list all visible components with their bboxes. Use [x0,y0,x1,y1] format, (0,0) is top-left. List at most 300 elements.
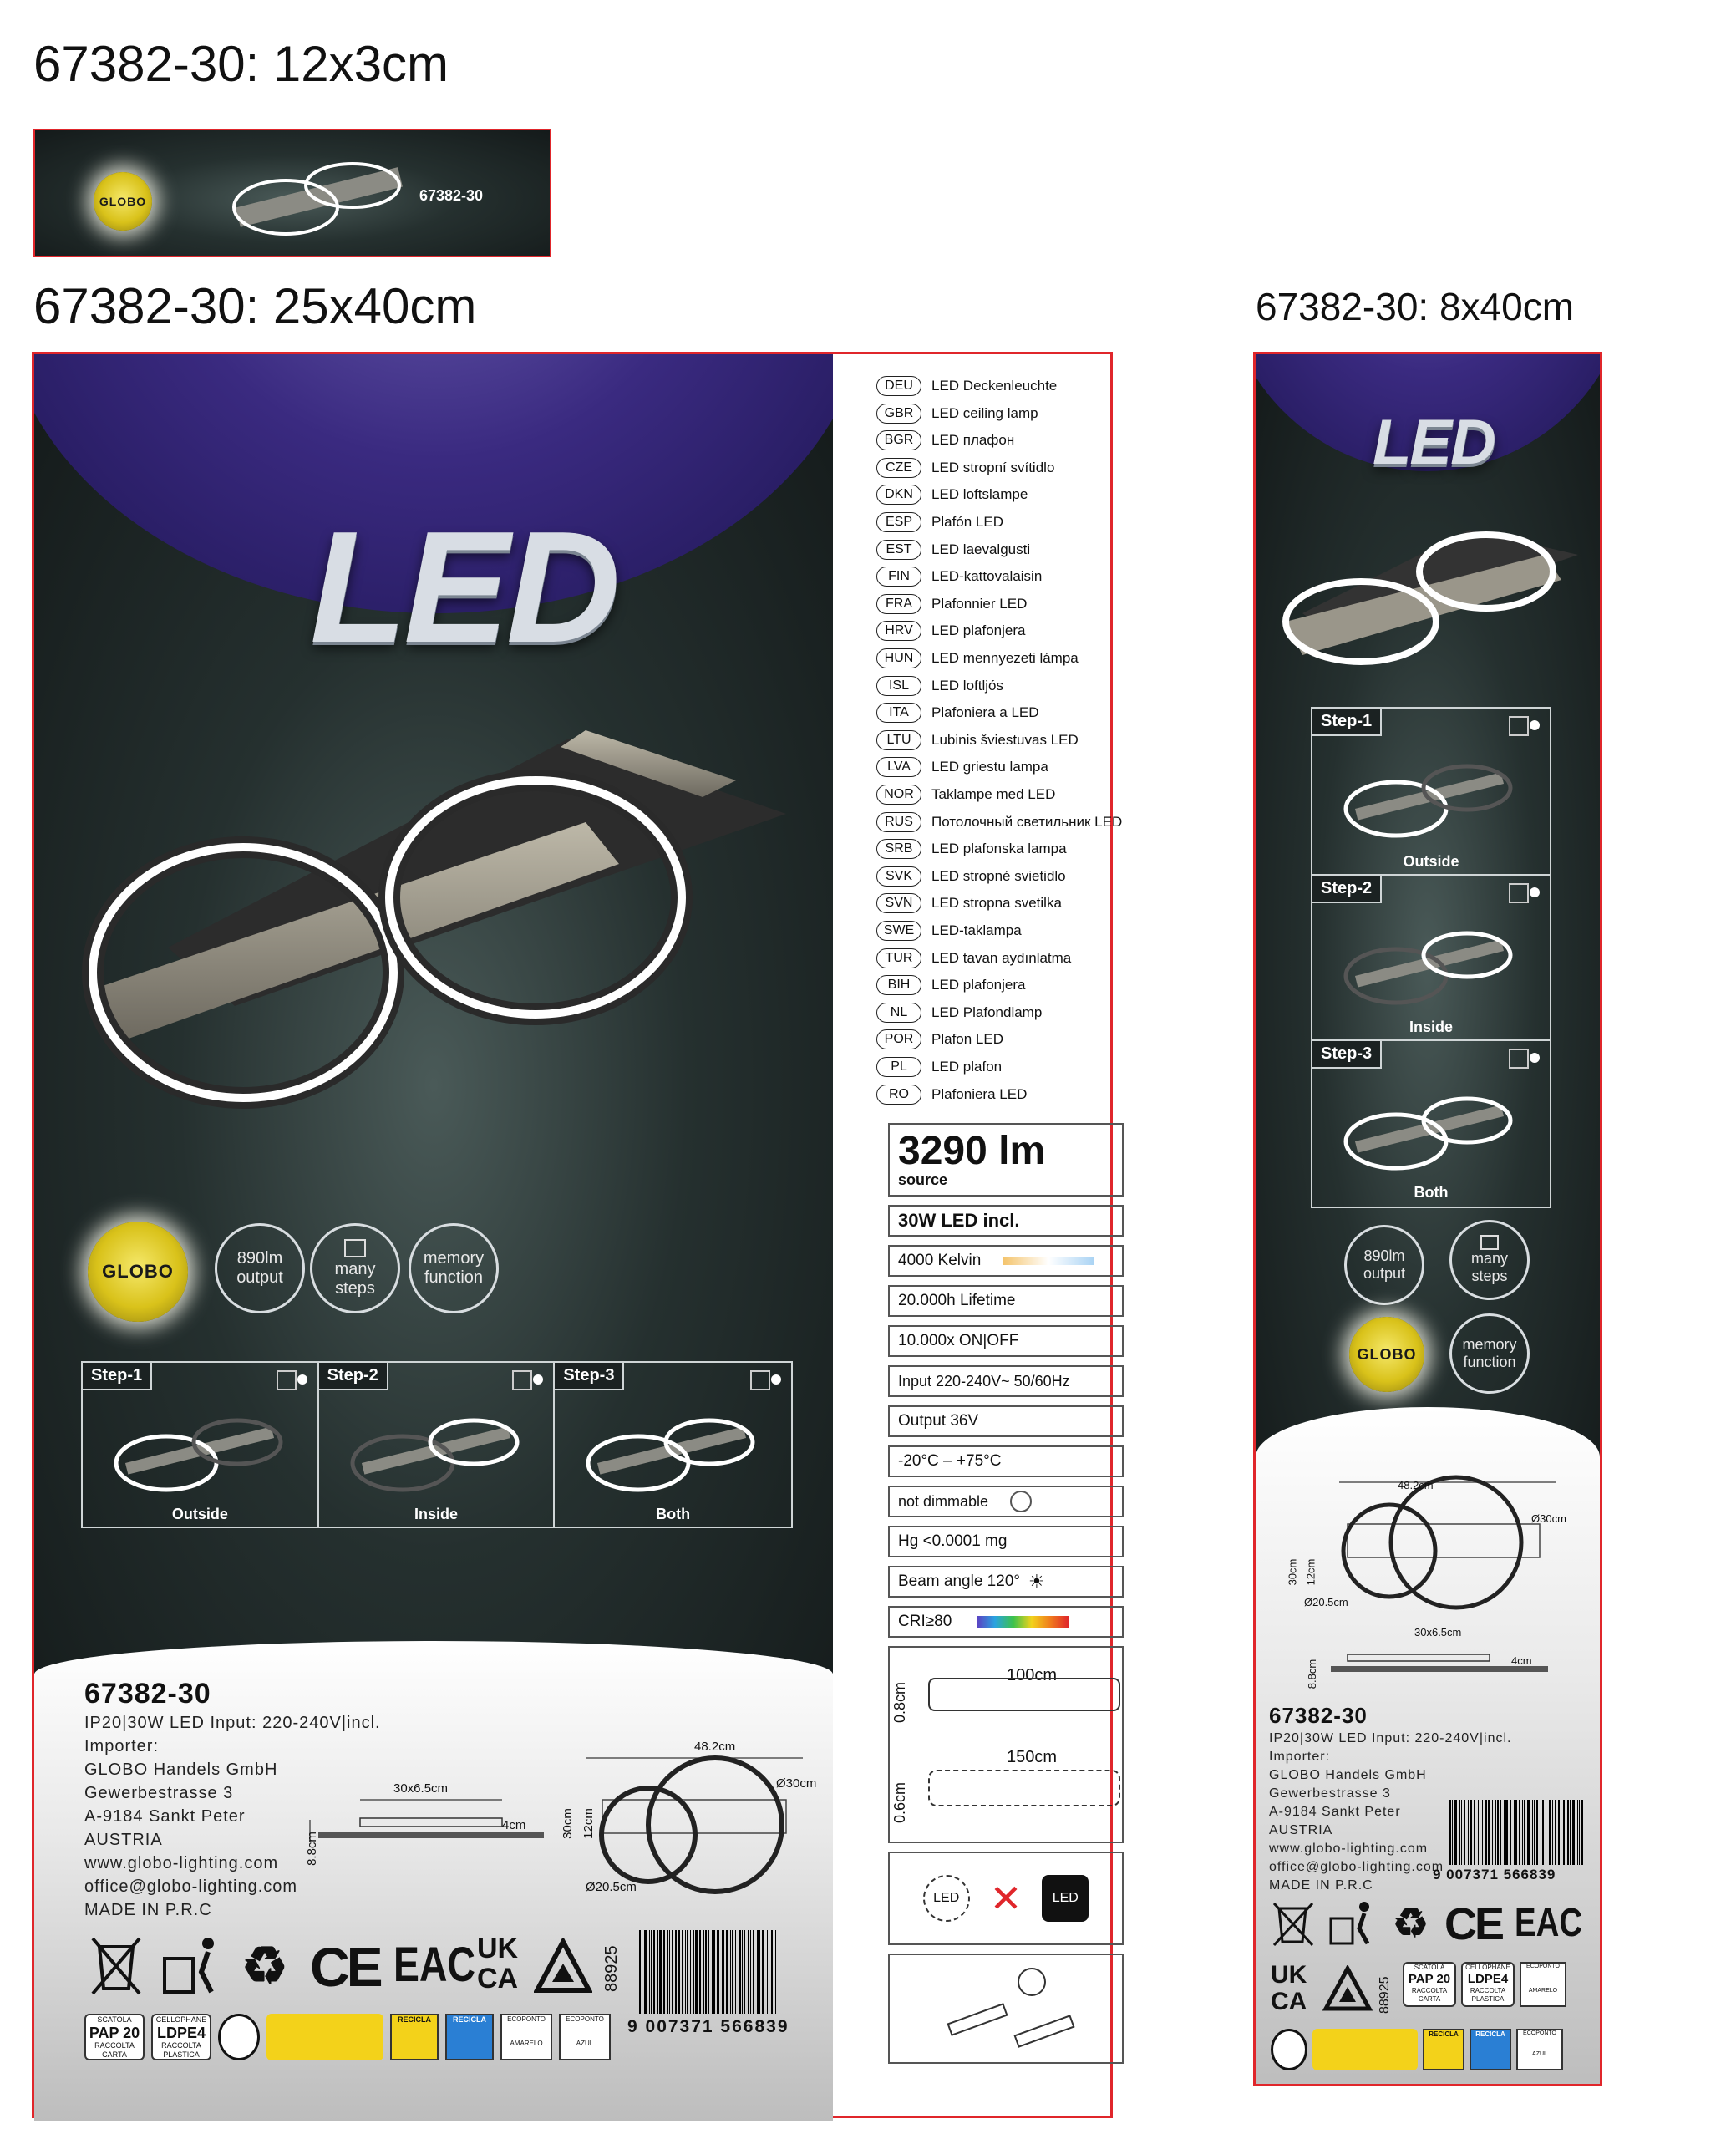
barcode-bar [757,1930,759,2014]
cert-number: 88925 [602,1945,621,1992]
barcode-bar [1572,1800,1575,1865]
barcode-bar [699,1930,701,2014]
front-dark-panel [34,354,833,1683]
barcode-bar [695,1930,698,2014]
ce-mark: CE [310,1936,380,1998]
step-1 [83,1363,319,1527]
dim-small-diameter: Ø20.5cm [1304,1596,1348,1608]
language-text: LED loftslampe [931,486,1028,503]
dim-diameter: Ø30cm [1531,1512,1566,1525]
language-text: Taklampe med LED [931,786,1056,802]
barcode-bar [767,1930,768,2014]
eac-mark: EAC [1515,1901,1583,1945]
language-text: LED плафон [931,432,1015,449]
spec-output: Output 36V [888,1405,1124,1437]
ldpe4-badge: CELLOPHANE LDPE4 RACCOLTA PLASTICA [151,2014,211,2060]
barcode-bar [651,1930,652,2014]
spec-mercury: Hg <0.0001 mg [888,1526,1124,1557]
install-box [888,1954,1124,2064]
language-row [876,730,1079,750]
language-code: POR [876,1029,921,1049]
recycle-row [84,2014,611,2060]
top-dimension-drawing [1272,1474,1573,1616]
barcode-bar [742,1930,743,2014]
barcode-bar [1542,1800,1544,1865]
barcode-bar [762,1930,764,2014]
ukca-mark: UK CA [477,1933,519,1994]
barcode-bar [1478,1800,1479,1865]
language-text: LED plafon [931,1059,1003,1075]
barcode-bar [1558,1800,1560,1865]
language-code: GBR [876,404,921,424]
strip-box [888,1646,1124,1843]
barcode-bar [732,1930,733,2014]
language-code: SRB [876,839,921,859]
language-row [876,621,1025,641]
language-code: SVN [876,893,921,913]
language-row [876,1057,1002,1077]
barcode-bar [1581,1800,1583,1865]
dim-base: 30x6.5cm [393,1781,449,1796]
barcode-bar [1527,1800,1530,1865]
sort-instruction-icon [266,2014,383,2060]
ecoponto-azul: ECOPONTO AZUL [559,2014,611,2060]
lamp-image [68,722,820,1123]
barcode-bar [1461,1800,1462,1865]
language-text: LED-taklampa [931,922,1022,938]
not-dimmable-icon [1010,1491,1032,1512]
barcode-bar [657,1930,658,2014]
barcode-bar [744,1930,745,2014]
language-text: LED Plafondlamp [931,1003,1043,1020]
language-code: SVK [876,866,921,887]
dim-diameter: Ø30cm [776,1776,817,1791]
barcode-bar [759,1930,760,2014]
recycle-row-1: SCATOLA PAP 20 RACCOLTA CARTA CELLOPHANE LDPE4 RACCOLTA PLASTICA ECOPONTO AMARELO [1403,1962,1566,2007]
recycle-row-2: RECICLA RECICLA ECOPONTO AZUL [1271,2029,1563,2070]
dim-depth: 4cm [502,1818,526,1832]
lamp-image [1269,513,1586,680]
strip1-length: 100cm [1007,1666,1058,1684]
barcode-bar [1485,1800,1487,1865]
barcode-number: 9 007371 566839 [1433,1867,1556,1882]
spec-beam: Beam angle 120° ☀ [888,1566,1124,1598]
barcode [1449,1800,1591,1865]
language-row [876,839,1067,859]
barcode-bar [653,1930,655,2014]
switch-icon [276,1369,309,1391]
barcode-bar [1534,1800,1535,1865]
model-number: 67382-30 [84,1678,211,1710]
language-text: LED plafonska lampa [931,841,1067,857]
barcode-bar [1482,1800,1483,1865]
language-row [876,812,1122,832]
language-row [876,376,1057,396]
led-logo: LED [310,499,617,676]
side-info-section [1256,1407,1600,2086]
language-row [876,866,1066,887]
lumen-box: 3290 lm source [888,1123,1124,1197]
language-code: LTU [876,730,921,750]
barcode-bar [1454,1800,1457,1865]
barcode-bar [703,1930,704,2014]
model-number: 67382-30 [1269,1703,1368,1728]
triman-icon [1271,2029,1307,2070]
language-text: LED plafonjera [931,622,1026,639]
globo-logo: GLOBO [1349,1317,1424,1392]
dim-width: 48.2cm [1398,1479,1434,1491]
label-strip [33,129,551,257]
badge-output: 890lm output [215,1223,305,1313]
barcode-bar [682,1930,683,2014]
install-icon [940,1964,1082,2055]
language-code: RUS [876,812,921,832]
language-code: FRA [876,594,921,614]
barcode-number: 9 007371 566839 [627,2017,789,2036]
heading-front-size: 67382-30: 25x40cm [33,278,477,334]
language-row [876,785,1055,805]
tidyman-icon [160,1935,226,1997]
strip-code: 67382-30 [419,187,484,204]
spec-lifetime: 20.000h Lifetime [888,1285,1124,1317]
spec-temperature: -20°C – +75°C [888,1445,1124,1477]
badge-memory: memory function [1449,1313,1530,1394]
front-label [32,352,1123,2118]
language-row [876,1085,1027,1105]
triangle-mark-icon [1322,1965,1373,2012]
no-replace-icon: ✕ [989,1877,1023,1920]
beam-icon: ☀ [1028,1571,1045,1592]
dim-h1: 30cm [1286,1558,1299,1586]
spec-power: 30W LED incl. [888,1205,1124,1237]
language-code: EST [876,540,921,560]
barcode-bar [644,1930,647,2014]
barcode-bar [1474,1800,1475,1865]
triangle-mark-icon [534,1938,592,1994]
language-code: PL [876,1057,921,1077]
strip1-height: 0.8cm [891,1681,908,1723]
strip1-drawing [928,1678,1120,1711]
ukca-mark: UK CA [1271,1961,1307,2015]
language-text: LED stropní svítidlo [931,459,1055,475]
led-chip-icon: LED [1042,1875,1089,1922]
barcode-bar [1505,1800,1508,1865]
language-text: LED laevalgusti [931,541,1031,557]
spec-switching: 10.000x ON|OFF [888,1325,1124,1357]
step-tag: Step-3 [555,1363,624,1390]
language-text: Plafoniera a LED [931,704,1039,721]
side-label [1253,352,1602,2086]
step-2: Step-2 Inside [1312,876,1550,1041]
barcode-bar [730,1930,731,2014]
language-row [876,458,1054,478]
language-code: SWE [876,921,921,941]
language-code: DKN [876,485,921,505]
barcode-bar [771,1930,773,2014]
barcode-bar [1536,1800,1538,1865]
barcode-bar [1524,1800,1525,1865]
language-row [876,404,1038,424]
language-row [876,648,1079,668]
dim-width: 48.2cm [694,1740,736,1754]
language-code: BGR [876,430,921,450]
cert-number: 88925 [1378,1976,1392,2014]
switch-icon [511,1369,545,1391]
barcode-bar [753,1930,754,2014]
language-code: LVA [876,757,921,777]
led-logo: LED [1373,407,1495,478]
ce-mark: CE [1444,1899,1503,1949]
switch-icon [1508,882,1541,904]
spec-line: IP20|30W LED Input: 220-240V|incl. [84,1714,381,1732]
language-row [876,948,1071,968]
language-code: DEU [876,376,921,396]
heading-strip-size: 67382-30: 12x3cm [33,36,449,92]
language-text: Plafoniera LED [931,1085,1028,1102]
language-text: Потолочный светильник LED [931,813,1123,830]
language-code: HRV [876,621,921,641]
barcode-bar [678,1930,680,2014]
dim-depth: 4cm [1511,1654,1532,1667]
language-code: ESP [876,512,921,532]
barcode-bar [1515,1800,1517,1865]
address-block: Importer: GLOBO Handels GmbH Gewerbestrasse 3 A-9184 Sankt Peter AUSTRIA www.globo-lighting.com office@globo-lighting.com MADE IN P.R.C [84,1737,298,1919]
barcode-bar [723,1930,724,2014]
recycle-icon: ♻ [1393,1902,1429,1946]
barcode-bar [667,1930,668,2014]
language-row [876,540,1030,560]
steps-panel [81,1361,793,1528]
barcode-bar [669,1930,670,2014]
barcode-bar [1549,1800,1551,1865]
barcode-bar [722,1930,723,2014]
sort-instruction-icon [1312,2029,1418,2070]
barcode-bar [1449,1800,1451,1865]
spec-dimmable: not dimmable [888,1486,1124,1517]
barcode-bar [1459,1800,1460,1865]
barcode-bar [1452,1800,1453,1865]
barcode-bar [1504,1800,1505,1865]
dimmer-icon [344,1239,366,1257]
language-text: LED Deckenleuchte [931,378,1058,394]
language-text: Lubinis šviestuvas LED [931,731,1079,748]
barcode-bar [1555,1800,1556,1865]
language-row [876,921,1022,941]
barcode-bar [705,1930,707,2014]
kelvin-scale [1003,1257,1094,1265]
language-code: TUR [876,948,921,968]
barcode [639,1930,815,2014]
badge-steps: many steps [1449,1220,1530,1300]
language-text: Plafón LED [931,514,1003,530]
barcode-bar [735,1930,736,2014]
barcode-bar [708,1930,709,2014]
dim-height: 8.8cm [304,1832,319,1866]
language-row [876,703,1039,723]
globo-logo: GLOBO [94,172,152,231]
recycle-icon: ♻ [241,1938,288,1995]
barcode-bar [726,1930,728,2014]
language-list [876,376,1123,1102]
step-lamp [99,1405,300,1496]
cri-spectrum [977,1616,1069,1628]
language-row [876,567,1042,587]
dim-h2: 12cm [581,1808,596,1839]
language-text: LED tavan aydınlatma [931,949,1072,966]
globo-logo: GLOBO [88,1222,188,1322]
barcode-bar [739,1930,741,2014]
badge-memory: memory function [409,1223,499,1313]
barcode-bar [750,1930,751,2014]
barcode-bar [659,1930,662,2014]
language-code: NL [876,1003,921,1023]
strip2-length: 150cm [1007,1748,1058,1766]
language-row [876,1003,1042,1023]
language-code: NOR [876,785,921,805]
language-text: LED ceiling lamp [931,404,1038,421]
barcode-bar [1552,1800,1553,1865]
barcode-bar [1495,1800,1496,1865]
barcode-bar [1577,1800,1578,1865]
dim-small-diameter: Ø20.5cm [586,1880,637,1894]
barcode-bar [690,1930,691,2014]
language-text: LED loftljós [931,677,1003,694]
front-info-section [34,1641,833,2121]
tidyman-icon [1327,1900,1378,1947]
language-row [876,975,1025,995]
pap20-badge: SCATOLA PAP 20 RACCOLTA CARTA [84,2014,145,2060]
language-text: LED stropna svetilka [931,895,1062,912]
language-row [876,512,1003,532]
barcode-bar [1579,1800,1580,1865]
language-row [876,430,1014,450]
language-code: ISL [876,676,921,696]
barcode-bar [685,1930,686,2014]
switch-icon [1508,715,1541,737]
dim-h1: 30cm [560,1808,575,1839]
switch-icon [749,1369,783,1391]
switch-icon [1508,1048,1541,1070]
step-tag: Step-1 [83,1363,152,1390]
barcode-bar [1492,1800,1493,1865]
language-row [876,485,1028,505]
recicla-blue: RECICLA [445,2014,494,2060]
spec-input: Input 220-240V~ 50/60Hz [888,1365,1124,1397]
eac-mark: EAC [393,1938,475,1992]
barcode-bar [1567,1800,1569,1865]
language-text: Plafon LED [931,1031,1003,1048]
barcode-bar [1464,1800,1465,1865]
strip2-drawing [928,1770,1120,1806]
barcode-bar [1522,1800,1523,1865]
barcode-bar [1570,1800,1571,1865]
barcode-bar [712,1930,713,2014]
language-text: LED mennyezeti lámpa [931,650,1079,666]
barcode-bar [1510,1800,1511,1865]
barcode-bar [1519,1800,1520,1865]
language-row [876,594,1027,614]
spec-line: IP20|30W LED Input: 220-240V|incl. [1269,1731,1512,1745]
language-row [876,1029,1003,1049]
badge-output: 890lm output [1344,1225,1424,1305]
barcode-bar [1500,1800,1501,1865]
language-code: RO [876,1085,921,1105]
barcode-bar [748,1930,749,2014]
language-text: LED-kattovalaisin [931,568,1043,585]
step-2 [319,1363,556,1527]
barcode-bar [713,1930,715,2014]
spec-column [833,354,1123,2116]
step-3: Step-3 Both [1312,1041,1550,1205]
barcode-bar [1497,1800,1499,1865]
barcode-bar [775,1930,776,2014]
step-1: Step-1 Outside [1312,709,1550,876]
barcode-bar [1468,1800,1469,1865]
language-code: FIN [876,567,921,587]
step-3 [555,1363,791,1527]
address-block: Importer: GLOBO Handels GmbH Gewerbestrasse 3 A-9184 Sankt Peter AUSTRIA www.globo-lighting.com office@globo-lighting.com MADE IN P.R.C [1269,1750,1444,1893]
barcode-bar [649,1930,650,2014]
barcode-bar [687,1930,688,2014]
language-text: LED griestu lampa [931,759,1048,775]
barcode-bar [1488,1800,1490,1865]
ecoponto-amarelo: ECOPONTO AMARELO [500,2014,552,2060]
dim-h2: 12cm [1304,1558,1317,1586]
led-replace-box [888,1852,1124,1945]
language-text: Plafonnier LED [931,595,1028,612]
step-caption: Inside [414,1506,459,1522]
barcode-bar [639,1930,641,2014]
lamp-thumbnail [211,155,411,247]
dim-base: 30x6.5cm [1414,1626,1462,1639]
weee-bin-icon [1271,1900,1316,1947]
led-bulb-icon: LED [923,1875,970,1922]
language-code: BIH [876,975,921,995]
heading-side-size: 67382-30: 8x40cm [1256,285,1575,328]
dim-height: 8.8cm [1306,1659,1319,1689]
side-steps-panel [1311,707,1551,1208]
barcode-bar [1563,1800,1565,1865]
barcode-bar [693,1930,694,2014]
spec-cri: CRI≥80 [888,1606,1124,1638]
language-code: CZE [876,458,921,478]
step-caption: Outside [171,1506,228,1522]
weee-bin-icon [89,1935,148,1997]
badge-steps: many steps [310,1223,400,1313]
spec-kelvin: 4000 Kelvin [888,1245,1124,1277]
language-row [876,757,1048,777]
language-row [876,893,1062,913]
step-caption: Both [656,1506,691,1522]
triman-icon [218,2014,260,2060]
barcode-bar [1514,1800,1515,1865]
barcode-bar [675,1930,677,2014]
step-lamp [571,1405,772,1496]
step-lamp [336,1405,536,1496]
strip2-height: 0.6cm [891,1781,908,1823]
barcode-bar [1532,1800,1533,1865]
barcode-bar [1470,1800,1472,1865]
step-tag: Step-2 [319,1363,388,1390]
barcode-bar [717,1930,719,2014]
language-code: HUN [876,648,921,668]
language-text: LED stropné svietidlo [931,867,1066,884]
language-text: LED plafonjera [931,977,1026,993]
recicla-yellow: RECICLA [390,2014,439,2060]
barcode-bar [672,1930,673,2014]
side-dark-panel [1256,354,1600,1457]
barcode-bar [663,1930,665,2014]
